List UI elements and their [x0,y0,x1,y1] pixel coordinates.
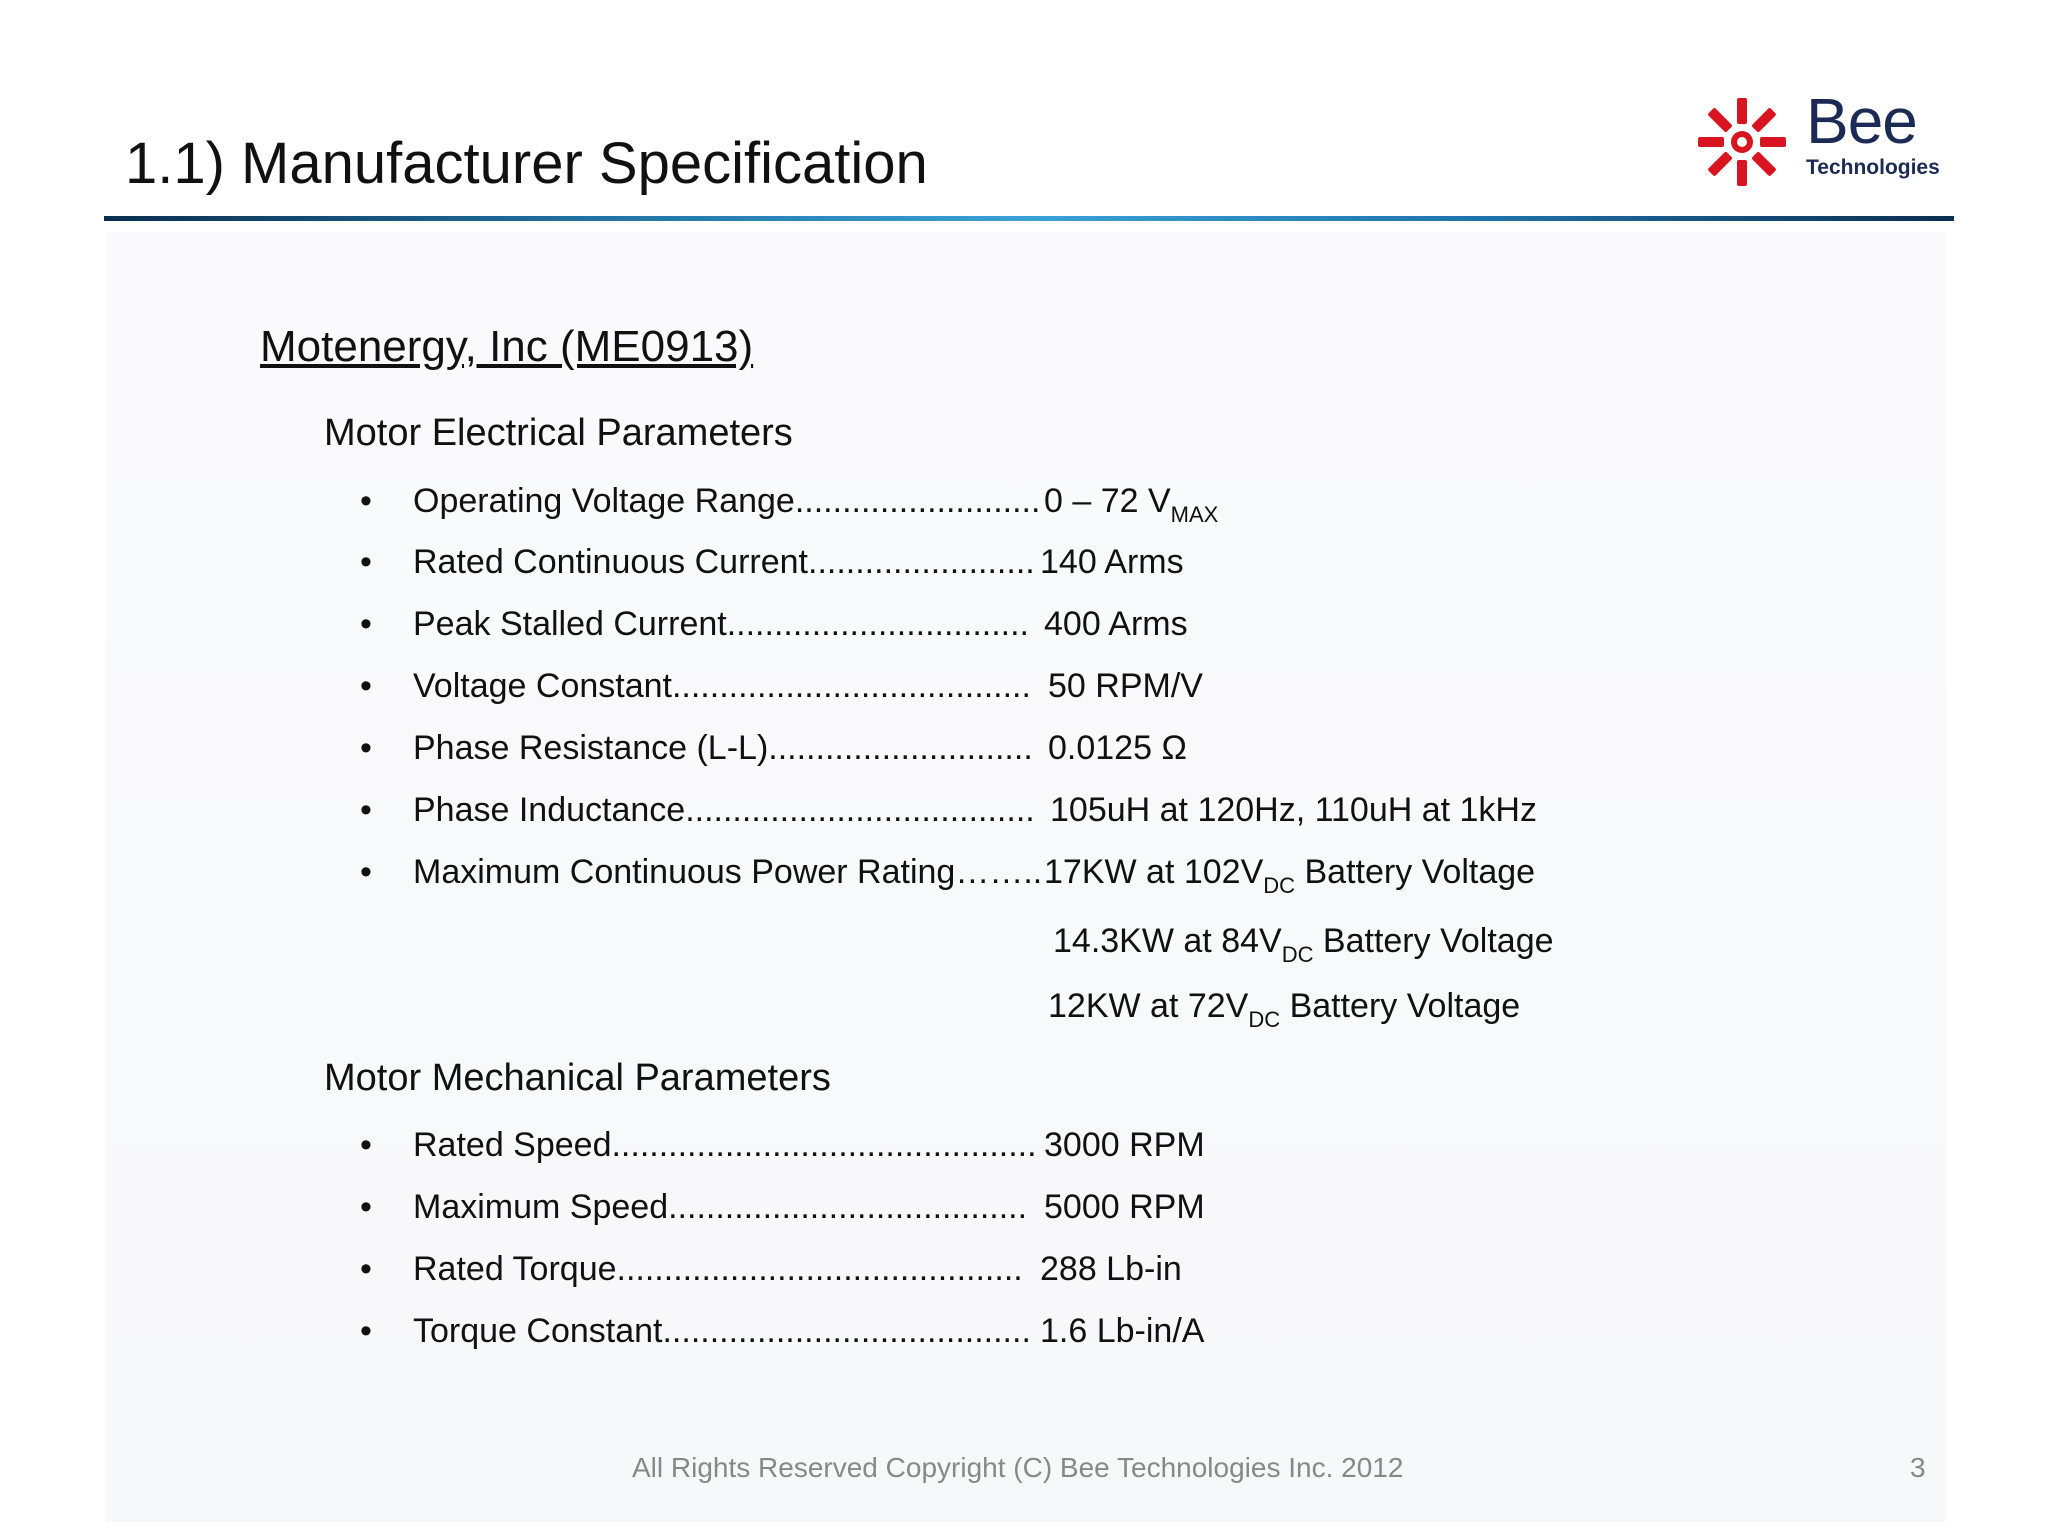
param-value: 0.0125 Ω [1048,729,1187,767]
value-text: 12KW at 72V [1048,987,1249,1025]
param-label: Maximum Speed...................................... [413,1188,1028,1226]
slide-title: 1.1) Manufacturer Specification [125,131,928,196]
value-text: 0 – 72 V [1044,482,1171,520]
param-label: Torque Constant....................................... [413,1312,1031,1350]
value-suffix: Battery Voltage [1313,922,1554,960]
param-label: Maximum Continuous Power Rating…….. [413,853,1043,891]
param-label: Phase Inductance..................................... [413,791,1035,829]
param-value: 105uH at 120Hz, 110uH at 1kHz [1050,791,1537,829]
value-text: 17KW at 102V [1044,853,1264,891]
value-subscript: DC [1263,873,1296,898]
company-heading: Motenergy, Inc (ME0913) [260,322,754,371]
value-subscript: DC [1281,942,1314,967]
param-value: 288 Lb-in [1040,1250,1182,1288]
param-value: 400 Arms [1044,605,1188,643]
param-value: 50 RPM/V [1048,667,1203,705]
value-suffix: Battery Voltage [1295,853,1536,891]
title-divider [104,216,1954,221]
bullet-icon: • [360,605,372,643]
bullet-icon: • [360,482,372,520]
bullet-icon: • [360,1126,372,1164]
value-suffix: Battery Voltage [1280,987,1521,1025]
value-text: 14.3KW at 84V [1053,922,1282,960]
param-value: 140 Arms [1040,543,1184,581]
bullet-icon: • [360,667,372,705]
power-rating-84v [1053,922,1554,967]
param-label: Rated Continuous Current........................ [413,543,1035,581]
page-number: 3 [1910,1452,1926,1483]
param-label: Voltage Constant...................................... [413,667,1031,705]
bullet-icon: • [360,1250,372,1288]
param-value [1044,482,1219,527]
param-value: 1.6 Lb-in/A [1040,1312,1205,1350]
bullet-icon: • [360,853,372,891]
bullet-icon: • [360,1312,372,1350]
param-label: Rated Speed............................................. [413,1126,1037,1164]
logo-subtitle: Technologies [1806,156,1940,179]
bee-technologies-logo [1692,85,1952,192]
bullet-icon: • [360,1188,372,1226]
logo-wordmark: Bee [1806,85,1917,157]
param-label: Phase Resistance (L-L)............................ [413,729,1033,767]
electrical-section-heading: Motor Electrical Parameters [324,412,793,454]
bullet-icon: • [360,543,372,581]
mechanical-section-heading: Motor Mechanical Parameters [324,1057,831,1099]
param-label: Operating Voltage Range.......................... [413,482,1041,520]
param-value: 5000 RPM [1044,1188,1205,1226]
param-label: Peak Stalled Current................................ [413,605,1030,643]
bullet-icon: • [360,729,372,767]
footer-copyright: All Rights Reserved Copyright (C) Bee Technologies Inc. 2012 [632,1452,1404,1483]
param-label: Rated Torque........................................... [413,1250,1023,1288]
value-subscript: DC [1248,1007,1281,1032]
power-rating-72v [1048,987,1521,1032]
param-value: 3000 RPM [1044,1126,1205,1164]
value-subscript: MAX [1170,502,1219,527]
bullet-icon: • [360,791,372,829]
bee-logo-mark-icon [1692,92,1792,192]
param-value [1044,853,1536,898]
